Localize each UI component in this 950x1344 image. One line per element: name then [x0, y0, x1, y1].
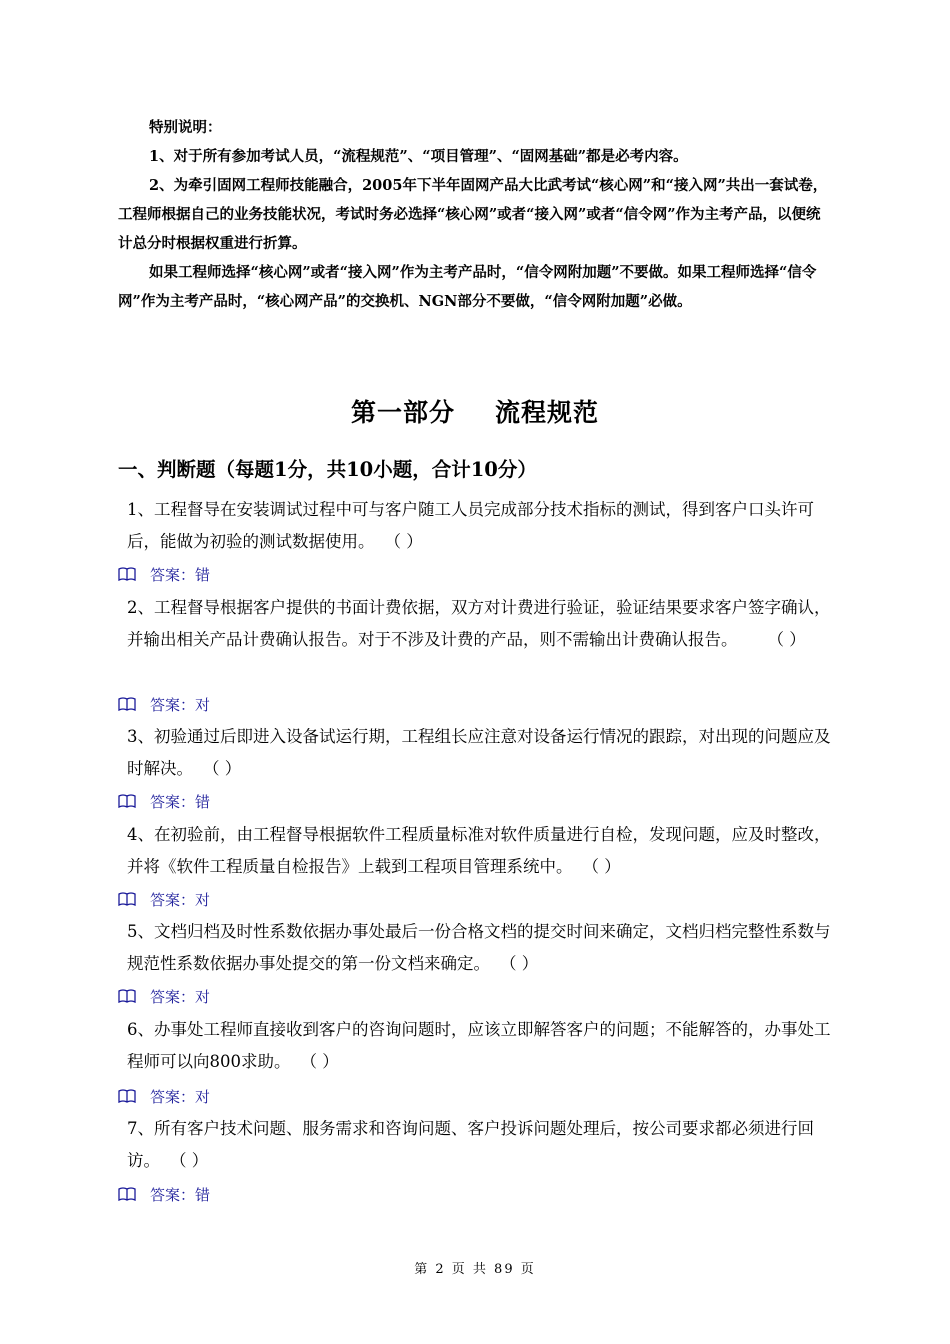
question-type-heading: 一、判断题（每题1分，共10小题，合计10分）	[118, 458, 537, 481]
book-icon	[118, 1187, 136, 1201]
answer-value: 错	[195, 1185, 211, 1204]
section-part: 第一部分	[350, 398, 455, 427]
question-text: 7、所有客户技术问题、服务需求和咨询问题、客户投诉问题处理后，按公司要求都必须进行回访。	[127, 1119, 814, 1170]
note-para-3: 如果工程师选择“核心网”或者“接入网”作为主考产品时，“信令网附加题”不要做。如果工程师选择“信令网”作为主考产品时，“核心网产品”的交换机、NGN部分不要做，“信令网附加题”必做。	[118, 264, 817, 310]
question-item	[127, 592, 837, 656]
answer-line	[118, 563, 210, 585]
answer-blank: （ ）	[582, 857, 621, 876]
question-item	[127, 494, 837, 558]
answer-value: 对	[195, 695, 211, 714]
note-para-1: 1、对于所有参加考试人员，“流程规范”、“项目管理”、“固网基础”都是必考内容。	[149, 148, 688, 165]
answer-line	[118, 790, 210, 812]
answer-line	[118, 985, 210, 1007]
question-text: 5、文档归档及时性系数依据办事处最后一份合格文档的提交时间来确定，文档归档完整性系数与规范性系数依据办事处提交的第一份文档来确定。	[127, 922, 831, 973]
page-footer: 第 2 页 共 89 页	[414, 1262, 536, 1277]
answer-line	[118, 1085, 210, 1107]
answer-line	[118, 693, 210, 715]
question-text: 6、办事处工程师直接收到客户的咨询问题时，应该立即解答客户的问题；不能解答的，办事处工程师可以向800求助。	[127, 1020, 831, 1071]
book-icon	[118, 567, 136, 581]
answer-value: 对	[195, 890, 211, 909]
answer-line	[118, 1183, 210, 1205]
section-name: 流程规范	[495, 398, 600, 427]
answer-blank: （ ）	[170, 1151, 209, 1170]
note-para-2: 2、为牵引固网工程师技能融合，2005年下半年固网产品大比武考试“核心网”和“接入网”共出一套试卷，工程师根据自己的业务技能状况，考试时务必选择“核心网”或者“接入网”或者“信令网”作为主考产品，以便统计总分时根据权重进行折算。	[118, 177, 828, 252]
answer-blank: （ ）	[300, 1052, 339, 1071]
answer-label: 答案：	[150, 1087, 196, 1106]
question-item	[127, 819, 837, 883]
answer-blank: （ ）	[203, 759, 242, 778]
section-title	[0, 393, 950, 429]
answer-label: 答案：	[150, 987, 196, 1006]
question-text: 3、初验通过后即进入设备试运行期，工程组长应注意对设备运行情况的跟踪，对出现的问题应及时解决。	[127, 727, 831, 778]
answer-label: 答案：	[150, 695, 196, 714]
answer-label: 答案：	[150, 792, 196, 811]
answer-label: 答案：	[150, 890, 196, 909]
book-icon	[118, 1089, 136, 1103]
question-text: 2、工程督导根据客户提供的书面计费依据，双方对计费进行验证，验证结果要求客户签字确认，并输出相关产品计费确认报告。对于不涉及计费的产品，则不需输出计费确认报告。	[127, 598, 831, 649]
answer-value: 错	[195, 792, 211, 811]
question-item	[127, 1113, 837, 1177]
answer-value: 对	[195, 1087, 211, 1106]
note-heading: 特别说明：	[149, 119, 222, 136]
answer-blank: （ ）	[384, 532, 423, 551]
answer-line	[118, 888, 210, 910]
book-icon	[118, 892, 136, 906]
answer-value: 对	[195, 987, 211, 1006]
book-icon	[118, 697, 136, 711]
question-item	[127, 916, 837, 980]
question-text: 4、在初验前，由工程督导根据软件工程质量标准对软件质量进行自检，发现问题，应及时整改，并将《软件工程质量自检报告》上载到工程项目管理系统中。	[127, 825, 831, 876]
answer-blank: （ ）	[767, 630, 806, 649]
answer-label: 答案：	[150, 1185, 196, 1204]
book-icon	[118, 989, 136, 1003]
question-item	[127, 1014, 837, 1078]
answer-label: 答案：	[150, 565, 196, 584]
question-text: 1、工程督导在安装调试过程中可与客户随工人员完成部分技术指标的测试，得到客户口头许可后，能做为初验的测试数据使用。	[127, 500, 814, 551]
question-item	[127, 721, 837, 785]
book-icon	[118, 794, 136, 808]
answer-value: 错	[195, 565, 211, 584]
answer-blank: （ ）	[500, 954, 539, 973]
special-note	[118, 113, 830, 316]
